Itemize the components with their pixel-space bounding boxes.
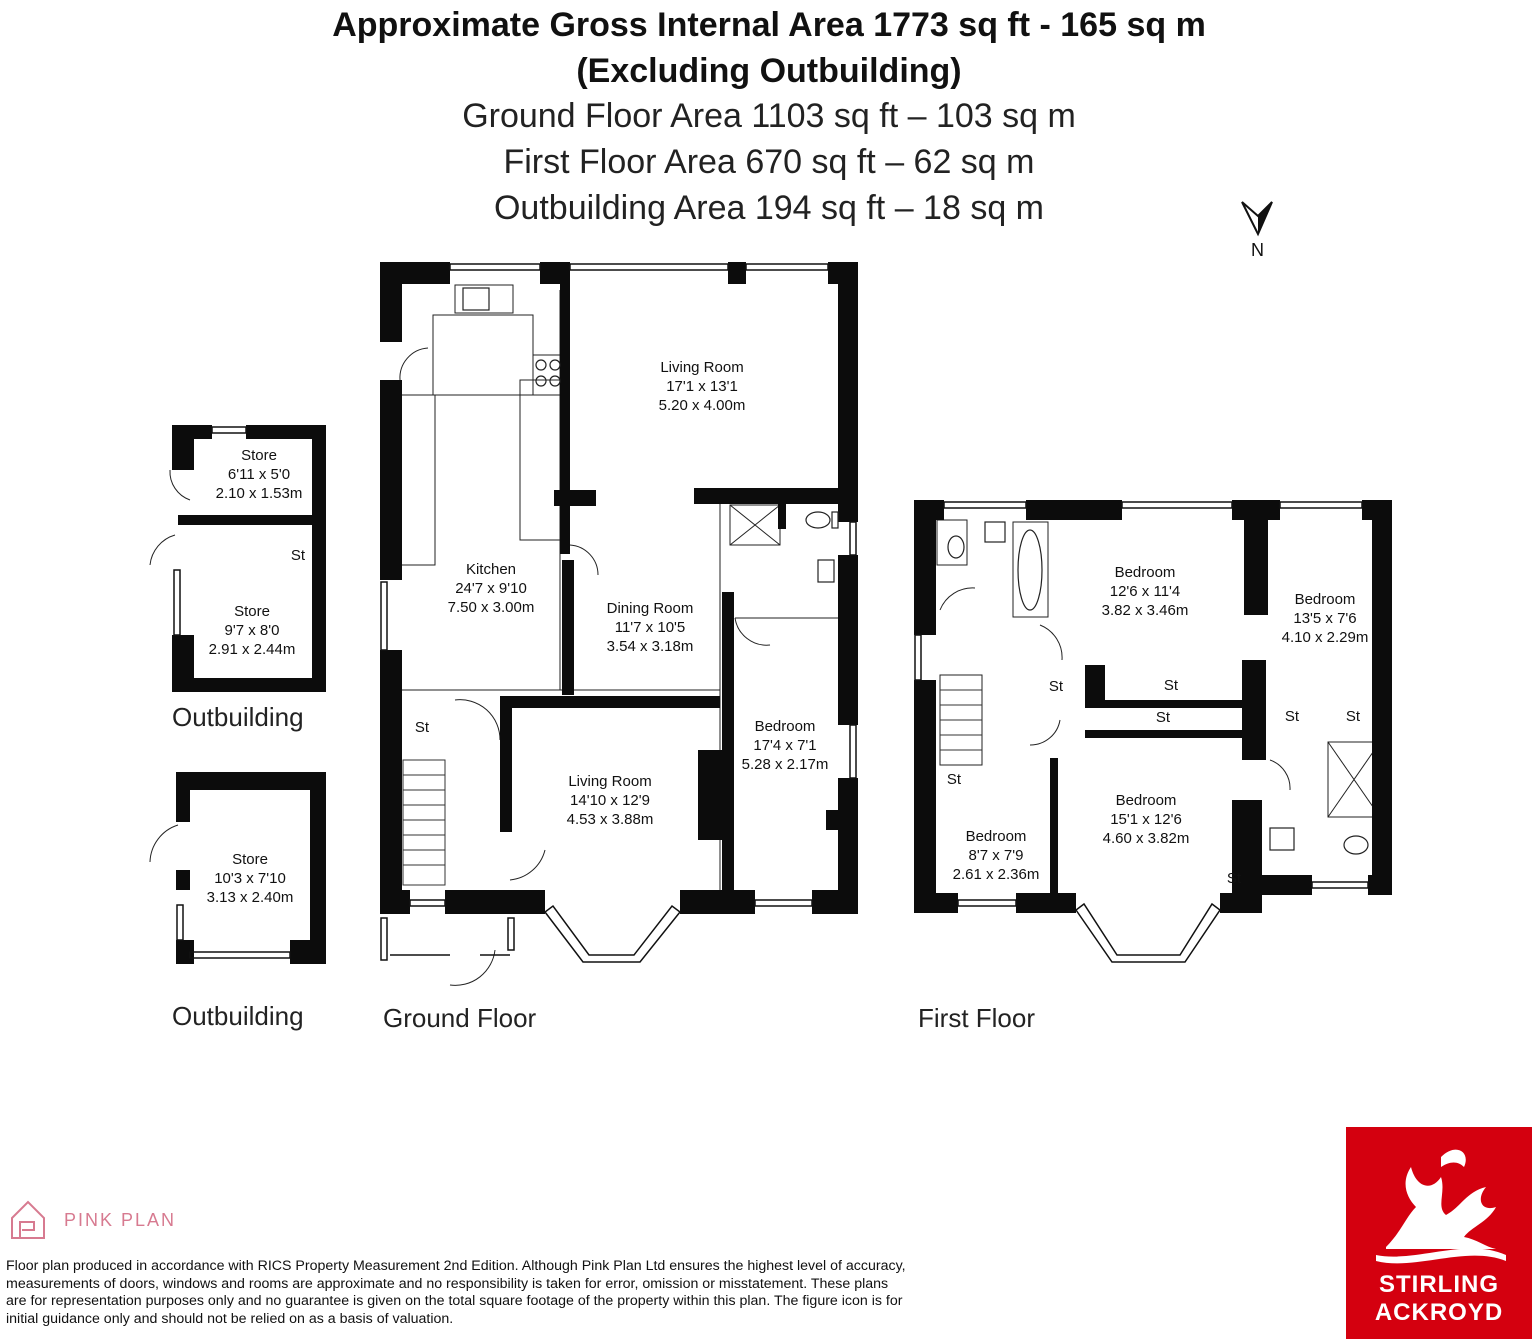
- ob-store-a-metric: 2.10 x 1.53m: [215, 485, 303, 502]
- disclaimer-text: Floor plan produced in accordance with RICS Property Measurement 2nd Edition. Although Pink Plan Ltd ensures the highest level of accuracy, measurements of doors, windows and rooms are approximate and no responsibility is taken for error, omission or misstatement. These plans are for representation purposes only and no guarantee is given on the total square footage of the property within this plan. The figure icon is for initial guidance only and should not be relied on as a basis of valuation.: [6, 1258, 906, 1327]
- dining-room-name: Dining Room: [606, 600, 694, 617]
- ff-bedroom-b-name: Bedroom: [1294, 591, 1356, 608]
- pink-plan-house-icon: [8, 1198, 48, 1242]
- living-room-bottom-metric: 4.53 x 3.88m: [566, 811, 654, 828]
- gf-bedroom-name: Bedroom: [754, 718, 816, 735]
- ob-store-b-name: Store: [234, 603, 270, 620]
- ff-bedroom-d-metric: 2.61 x 2.36m: [952, 866, 1040, 883]
- ff-bedroom-d-imperial: 8'7 x 7'9: [968, 847, 1024, 864]
- ob-store-c-imperial: 10'3 x 7'10: [214, 870, 286, 887]
- living-room-top-metric: 5.20 x 4.00m: [658, 397, 746, 414]
- griffin-icon: [1346, 1137, 1532, 1277]
- living-room-top-imperial: 17'1 x 13'1: [666, 378, 738, 395]
- ob-store-b-imperial: 9'7 x 8'0: [224, 622, 280, 639]
- ground-floor-label: Ground Floor: [383, 1003, 537, 1033]
- excluding-note: (Excluding Outbuilding): [576, 52, 962, 90]
- ob-store-label: St: [290, 547, 306, 564]
- ff-store-label-2: St: [1163, 677, 1179, 694]
- stirling-ackroyd-logo: [1346, 1127, 1532, 1339]
- kitchen-name: Kitchen: [465, 561, 517, 578]
- ff-store-label-3: St: [1155, 709, 1171, 726]
- living-room-bottom-name: Living Room: [568, 773, 652, 790]
- gf-store-label: St: [414, 719, 430, 736]
- kitchen-imperial: 24'7 x 9'10: [455, 580, 527, 597]
- first-floor-label: First Floor: [918, 1003, 1035, 1033]
- north-label: N: [1251, 240, 1264, 260]
- living-room-bottom-imperial: 14'10 x 12'9: [570, 792, 650, 809]
- ob-store-b-metric: 2.91 x 2.44m: [208, 641, 296, 658]
- pink-plan-logo: [8, 1198, 176, 1242]
- gf-bedroom-metric: 5.28 x 2.17m: [741, 756, 829, 773]
- ff-store-label-4: St: [1284, 708, 1300, 725]
- outbuilding-label-2: Outbuilding: [172, 1001, 304, 1031]
- brand-line-1: STIRLING: [1379, 1271, 1499, 1298]
- living-room-top-name: Living Room: [660, 359, 744, 376]
- ff-bedroom-a-metric: 3.82 x 3.46m: [1101, 602, 1189, 619]
- ground-floor-area: Ground Floor Area 1103 sq ft – 103 sq m: [462, 97, 1076, 135]
- pink-plan-text: PINK PLAN: [64, 1209, 177, 1230]
- ff-bedroom-b-metric: 4.10 x 2.29m: [1281, 629, 1369, 646]
- gf-bedroom-imperial: 17'4 x 7'1: [753, 737, 817, 754]
- ff-bedroom-b-imperial: 13'5 x 7'6: [1293, 610, 1357, 627]
- ff-store-label-5: St: [1345, 708, 1361, 725]
- ff-bedroom-c-name: Bedroom: [1115, 792, 1177, 809]
- outbuilding-area: Outbuilding Area 194 sq ft – 18 sq m: [493, 189, 1044, 227]
- ff-store-label-1: St: [1048, 678, 1064, 695]
- ff-bedroom-a-name: Bedroom: [1114, 564, 1176, 581]
- first-floor-area: First Floor Area 670 sq ft – 62 sq m: [503, 143, 1035, 181]
- ob-store-a-name: Store: [241, 447, 277, 464]
- ob-store-c-metric: 3.13 x 2.40m: [206, 889, 294, 906]
- ff-bedroom-a-imperial: 12'6 x 11'4: [1109, 583, 1181, 600]
- ff-bedroom-d-name: Bedroom: [965, 828, 1027, 845]
- dining-room-metric: 3.54 x 3.18m: [606, 638, 694, 655]
- ff-store-label-7: St: [1226, 870, 1242, 887]
- ff-store-label-6: St: [946, 771, 962, 788]
- ff-bedroom-c-metric: 4.60 x 3.82m: [1102, 830, 1190, 847]
- outbuilding-label-1: Outbuilding: [172, 702, 304, 732]
- kitchen-metric: 7.50 x 3.00m: [447, 599, 535, 616]
- brand-line-2: ACKROYD: [1374, 1299, 1504, 1326]
- dining-room-imperial: 11'7 x 10'5: [614, 619, 686, 636]
- ff-bedroom-c-imperial: 15'1 x 12'6: [1110, 811, 1182, 828]
- ob-store-a-imperial: 6'11 x 5'0: [227, 466, 291, 483]
- ob-store-c-name: Store: [232, 851, 268, 868]
- gross-area-title: Approximate Gross Internal Area 1773 sq ft - 165 sq m: [332, 6, 1206, 44]
